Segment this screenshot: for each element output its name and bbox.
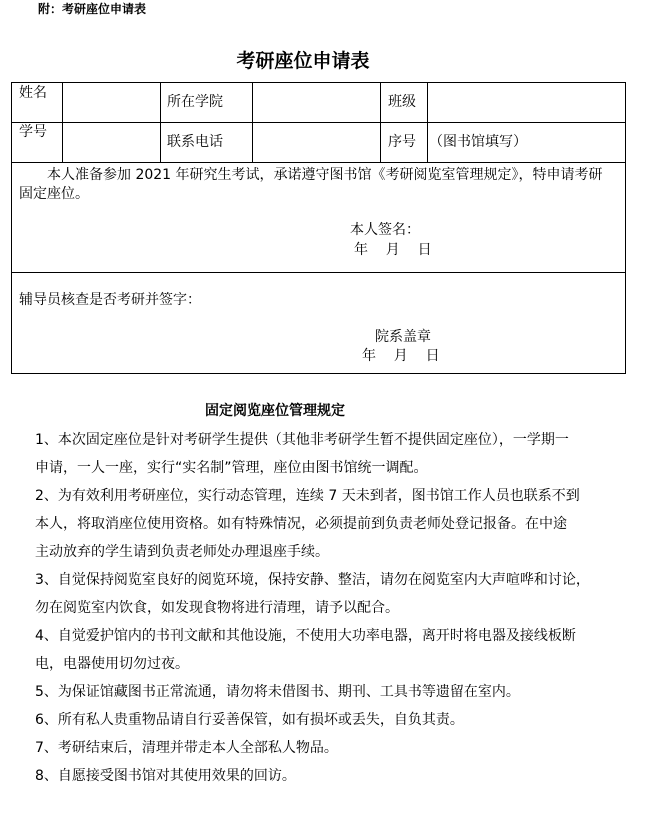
row-divider — [11, 272, 626, 273]
pledge-text-line: 本人准备参加 2021 年研究生考试，承诺遵守图书馆《考研阅览室管理规定》，特申请考研 — [47, 167, 603, 183]
rules-heading: 固定阅览座位管理规定 — [205, 403, 345, 419]
rule-item — [35, 684, 520, 712]
attachment-note: 附：考研座位申请表 — [38, 2, 147, 16]
row-divider — [11, 162, 626, 163]
rule-item — [35, 712, 464, 740]
rule-item — [35, 572, 590, 628]
student-id-value-cell — [63, 123, 160, 162]
rule-line: 8、自愿接受图书馆对其使用效果的回访。 — [35, 768, 296, 784]
seq-label: 序号 — [388, 134, 416, 150]
phone-label: 联系电话 — [167, 134, 223, 150]
rule-item — [35, 740, 338, 768]
rule-line: 7、考研结束后，清理并带走本人全部私人物品。 — [35, 740, 338, 756]
column-divider — [160, 82, 161, 162]
college-label: 所在学院 — [167, 94, 223, 110]
rule-line: 电，电器使用切勿过夜。 — [35, 656, 189, 672]
college-value-cell — [253, 83, 380, 122]
class-value-cell — [428, 83, 625, 122]
counselor-date-label: 年 月 日 — [362, 348, 440, 364]
rule-line: 1、本次固定座位是针对考研学生提供（其他非考研学生暂不提供固定座位），一学期一 — [35, 432, 569, 448]
rule-line: 6、所有私人贵重物品请自行妥善保管，如有损坏或丢失，自负其责。 — [35, 712, 464, 728]
rule-line: 主动放弃的学生请到负责老师处办理退座手续。 — [35, 544, 329, 560]
rule-item — [35, 768, 296, 796]
counselor-label: 辅导员核查是否考研并签字： — [19, 292, 201, 308]
rule-line: 5、为保证馆藏图书正常流通，请勿将未借图书、期刊、工具书等遗留在室内。 — [35, 684, 520, 700]
class-label: 班级 — [388, 94, 416, 110]
signature-label: 本人签名： — [350, 222, 420, 238]
form-title: 考研座位申请表 — [236, 50, 370, 72]
stamp-label: 院系盖章 — [375, 329, 431, 345]
pledge-text-line: 固定座位。 — [19, 186, 89, 202]
rule-line: 申请，一人一座，实行“实名制”管理，座位由图书馆统一调配。 — [35, 460, 428, 476]
rule-line: 3、自觉保持阅览室良好的阅览环境，保持安静、整洁，请勿在阅览室内大声喧哗和讨论， — [35, 572, 590, 588]
rule-item — [35, 628, 576, 684]
rule-line: 本人，将取消座位使用资格。如有特殊情况，必须提前到负责老师处登记报备。在中途 — [35, 516, 567, 532]
student-id-label: 学号 — [19, 124, 47, 140]
rule-line: 勿在阅览室内饮食，如发现食物将进行清理，请予以配合。 — [35, 600, 399, 616]
rule-line: 4、自觉爱护馆内的书刊文献和其他设施，不使用大功率电器，离开时将电器及接线板断 — [35, 628, 576, 644]
rule-item — [35, 432, 569, 488]
pledge-date-label: 年 月 日 — [354, 242, 432, 258]
seq-note: （图书馆填写） — [429, 134, 527, 150]
column-divider — [380, 82, 381, 162]
rule-line: 2、为有效利用考研座位，实行动态管理，连续 7 天未到者，图书馆工作人员也联系不到 — [35, 488, 580, 504]
phone-value-cell — [253, 123, 380, 162]
name-label: 姓名 — [19, 85, 47, 101]
name-value-cell — [63, 83, 160, 122]
rule-item — [35, 488, 580, 572]
